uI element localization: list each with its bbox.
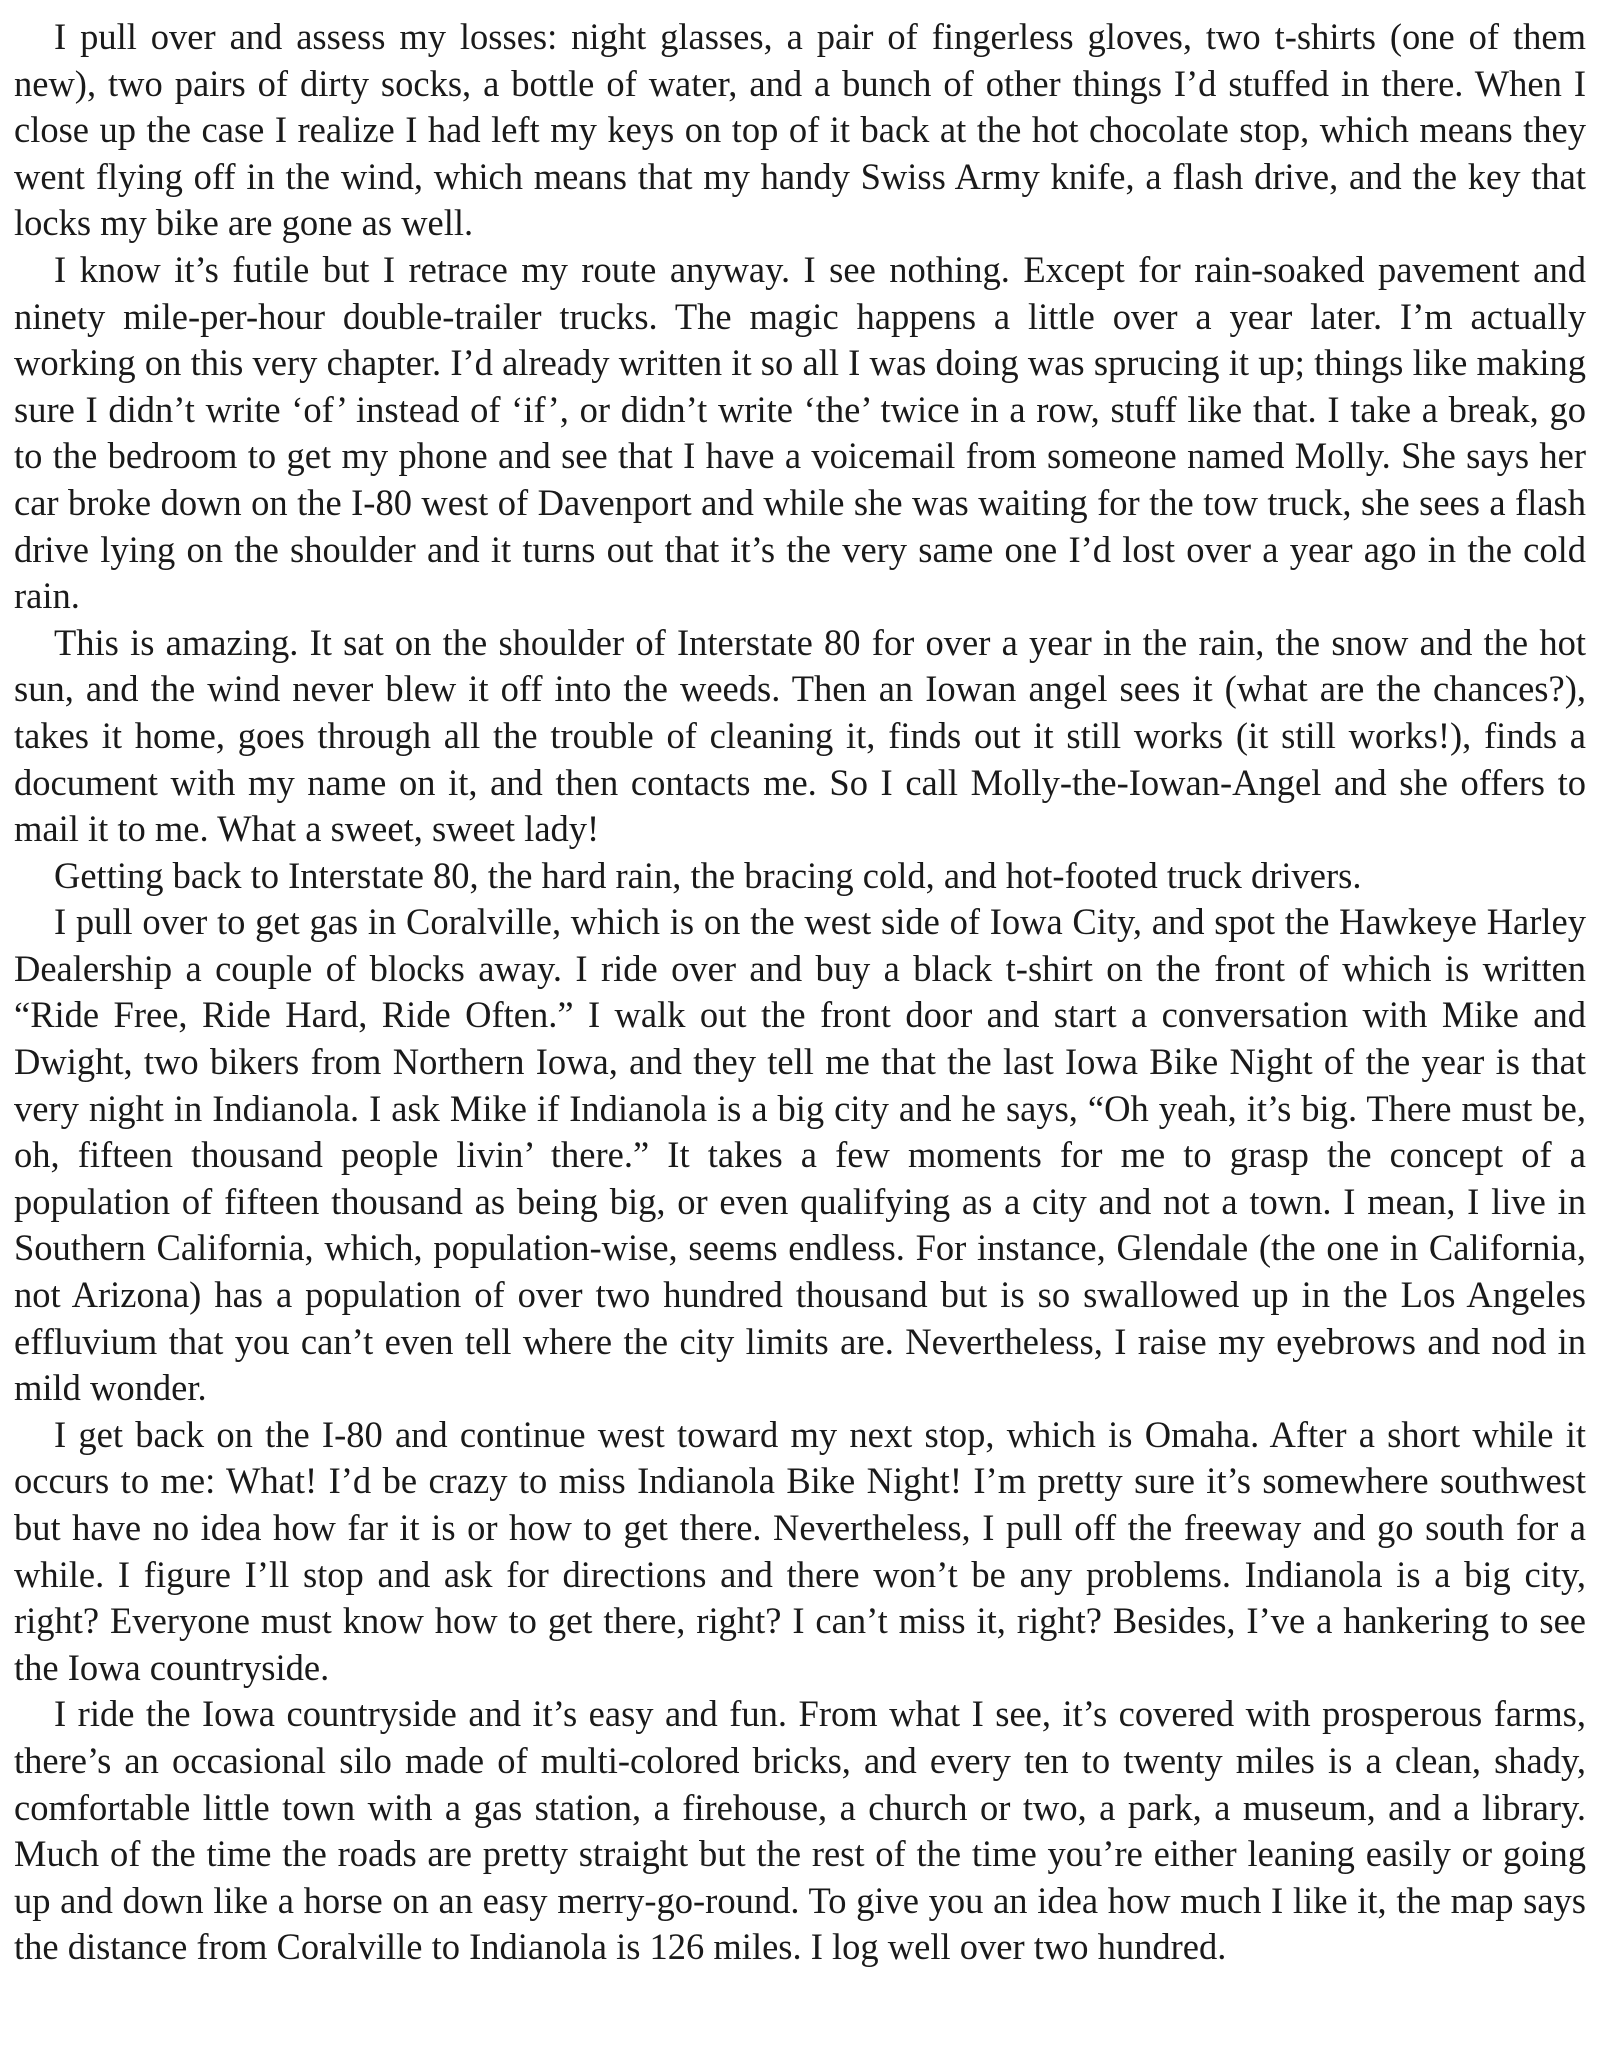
paragraph-indianola-detour: I get back on the I-80 and continue west toward my next stop, which is Omaha. After a short while it occurs to me: What! I’d be crazy to miss Indianola Bike Night! I’m pretty sure it’s somewhere southwest but have no idea how far it is or how to get there. Nevertheless, I pull off the freeway and go south for a while. I figure I’ll stop and ask for directions and there won’t be any problems. Indianola is a big city, right? Everyone must know how to get there, right? I can’t miss it, right? Besides, I’ve a hankering to see the Iowa countryside. bbox=[14, 1413, 1586, 1688]
paragraph-coralville: I pull over to get gas in Coralville, which is on the west side of Iowa City, and spot the Hawkeye Harley Dealership a couple of blocks away. I ride over and buy a black t-shirt on the front of which is written “Ride Free, Ride Hard, Ride Often.” I walk out the front door and start a conversation with Mike and Dwight, two bikers from Northern Iowa, and they tell me that the last Iowa Bike Night of the year is that very night in Indianola. I ask Mike if Indianola is a big city and he says, “Oh yeah, it’s big. There must be, oh, fifteen thousand people livin’ there.” It takes a few moments for me to grasp the concept of a population of fifteen thousand as being big, or even qualifying as a city and not a town. I mean, I live in Southern California, which, population-wise, seems endless. For instance, Glendale (the one in California, not Arizona) has a population of over two hundred thousand but is so swallowed up in the Los Angeles effluvium that you can’t even tell where the city limits are. Nevertheless, I raise my eyebrows and nod in mild wonder. bbox=[14, 901, 1586, 1409]
paragraph-retrace-route: I know it’s futile but I retrace my route anyway. I see nothing. Except for rain-soaked pavement and ninety mile-per-hour double-trailer trucks. The magic happens a little over a year later. I’m actually working on this very chapter. I’d already written it so all I was doing was sprucing it up; things like making sure I didn’t write ‘of’ instead of ‘if’, or didn’t write ‘the’ twice in a row, stuff like that. I take a break, go to the bedroom to get my phone and see that I have a voicemail from someone named Molly. She says her car broke down on the I-80 west of Davenport and while she was waiting for the tow truck, she sees a flash drive lying on the shoulder and it turns out that it’s the very same one I’d lost over a year ago in the cold rain. bbox=[14, 248, 1586, 617]
paragraph-getting-back: Getting back to Interstate 80, the hard rain, the bracing cold, and hot-footed truck drivers. bbox=[54, 854, 1362, 896]
paragraph-amazing: This is amazing. It sat on the shoulder of Interstate 80 for over a year in the rain, the snow and the hot sun, and the wind never blew it off into the weeds. Then an Iowan angel sees it (what are the chances?), takes it home, goes through all the trouble of cleaning it, finds out it still works (it still works!), finds a document with my name on it, and then contacts me. So I call Molly-the-Iowan-Angel and she offers to mail it to me. What a sweet, sweet lady! bbox=[14, 621, 1586, 850]
paragraph-countryside: I ride the Iowa countryside and it’s easy and fun. From what I see, it’s covered with prosperous farms, there’s an occasional silo made of multi-colored bricks, and every ten to twenty miles is a clean, shady, comfortable little town with a gas station, a firehouse, a church or two, a park, a museum, and a library. Much of the time the roads are pretty straight but the rest of the time you’re either leaning easily or going up and down like a horse on an easy merry-go-round. To give you an idea how much I like it, the map says the distance from Coralville to Indianola is 126 miles. I log well over two hundred. bbox=[14, 1693, 1586, 1968]
paragraph-losses: I pull over and assess my losses: night glasses, a pair of fingerless gloves, two t-shirts (one of them new), two pairs of dirty socks, a bottle of water, and a bunch of other things I’d stuffed in there. When I close up the case I realize I had left my keys on top of it back at the hot chocolate stop, which means they went flying off in the wind, which means that my handy Swiss Army knife, a flash drive, and the key that locks my bike are gone as well. bbox=[14, 16, 1586, 244]
